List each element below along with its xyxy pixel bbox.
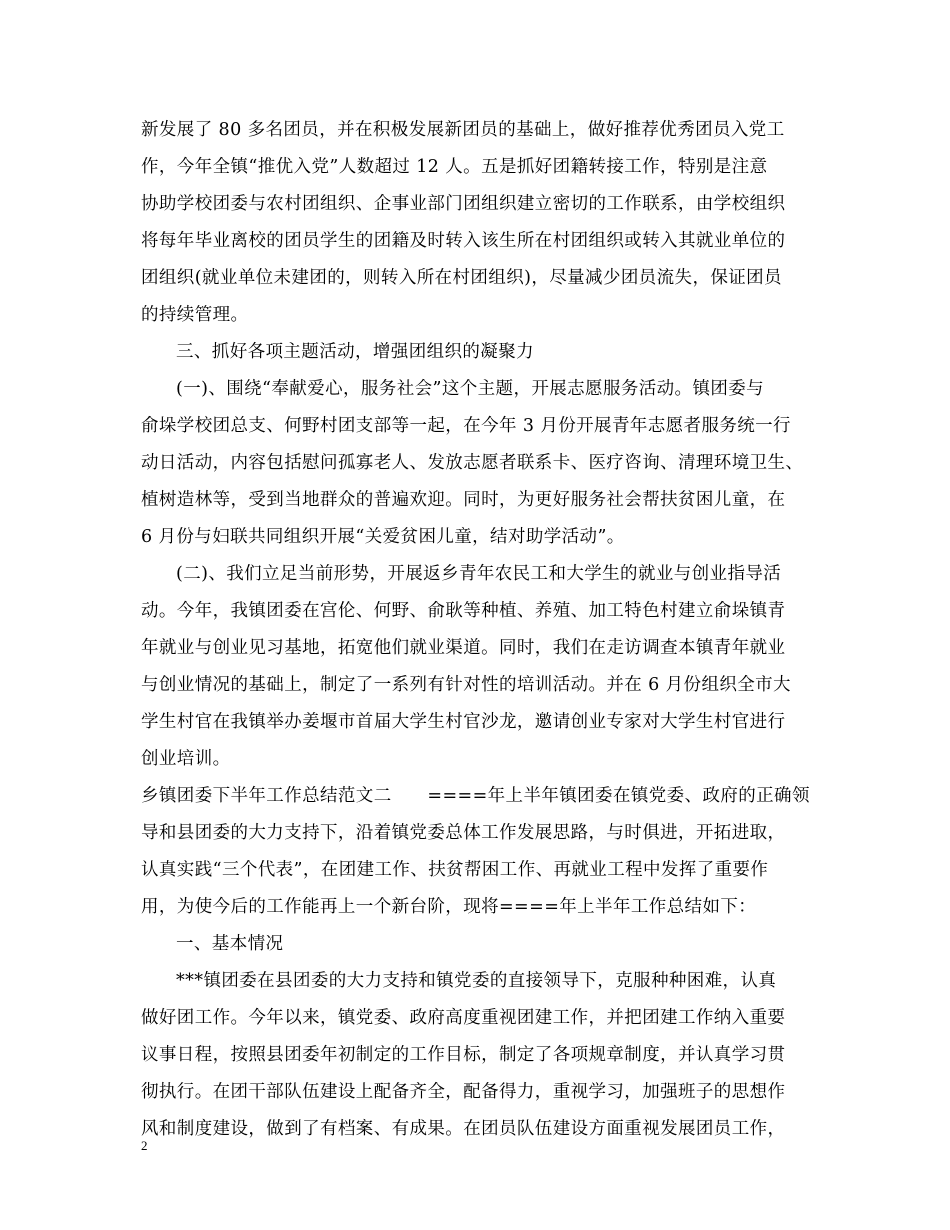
text-line: 做好团工作。今年以来，镇党委、政府高度重视团建工作，并把团建工作纳入重要 [141, 1008, 786, 1028]
text-line: ***镇团委在县团委的大力支持和镇党委的直接领导下，克服种种困难，认真 [176, 971, 777, 991]
text-line: (二)、我们立足当前形势，开展返乡青年农民工和大学生的就业与创业指导活 [176, 564, 782, 584]
text-line: 植树造林等，受到当地群众的普遍欢迎。同时，为更好服务社会帮扶贫困儿童，在 [141, 490, 786, 510]
text-line: 作，今年全镇“推优入党”人数超过 12 人。五是抓好团籍转接工作，特别是注意 [141, 157, 768, 177]
text-line: 团组织(就业单位未建团的，则转入所在村团组织)，尽量减少团员流失，保证团员 [141, 268, 782, 288]
text-line: (一)、围绕“奉献爱心，服务社会”这个主题，开展志愿服务活动。镇团委与 [176, 379, 765, 399]
text-line: 将每年毕业离校的团员学生的团籍及时转入该生所在村团组织或转入其就业单位的 [141, 231, 786, 251]
page-number: 2 [141, 1138, 148, 1153]
text-line: 俞垛学校团总支、何野村团支部等一起，在今年 3 月份开展青年志愿者服务统一行 [141, 416, 791, 436]
text-line: 认真实践“三个代表”，在团建工作、扶贫帮困工作、再就业工程中发挥了重要作 [141, 860, 769, 880]
text-line: 用，为使今后的工作能再上一个新台阶，现将====年上半年工作总结如下： [141, 897, 757, 917]
text-line: 的持续管理。 [141, 305, 249, 325]
text-line: 风和制度建设，做到了有档案、有成果。在团员队伍建设方面重视发展团员工作， [141, 1119, 786, 1139]
text-line: 乡镇团委下半年工作总结范文二 ====年上半年镇团委在镇党委、政府的正确领 [141, 786, 810, 806]
text-line: 动日活动，内容包括慰问孤寡老人、发放志愿者联系卡、医疗咨询、清理环境卫生、 [141, 453, 804, 473]
section-heading: 三、抓好各项主题活动，增强团组织的凝聚力 [176, 342, 534, 362]
text-line: 动。今年，我镇团委在宫伦、何野、俞耿等种植、养殖、加工特色村建立俞垛镇青 [141, 601, 786, 621]
text-line: 学生村官在我镇举办姜堰市首届大学生村官沙龙，邀请创业专家对大学生村官进行 [141, 712, 786, 732]
section-heading: 一、基本情况 [176, 934, 284, 954]
text-line: 彻执行。在团干部队伍建设上配备齐全，配备得力，重视学习，加强班子的思想作 [141, 1082, 786, 1102]
text-line: 年就业与创业见习基地，拓宽他们就业渠道。同时，我们在走访调查本镇青年就业 [141, 638, 786, 658]
text-line: 新发展了 80 多名团员，并在积极发展新团员的基础上，做好推荐优秀团员入党工 [141, 120, 785, 140]
text-line: 议事日程，按照县团委年初制定的工作目标，制定了各项规章制度，并认真学习贯 [141, 1045, 786, 1065]
text-line: 6 月份与妇联共同组织开展“关爱贫困儿童，结对助学活动”。 [141, 527, 625, 547]
text-line: 协助学校团委与农村团组织、企事业部门团组织建立密切的工作联系，由学校组织 [141, 194, 786, 214]
text-line: 与创业情况的基础上，制定了一系列有针对性的培训活动。并在 6 月份组织全市大 [141, 675, 791, 695]
text-line: 导和县团委的大力支持下，沿着镇党委总体工作发展思路，与时俱进，开拓进取， [141, 823, 786, 843]
text-line: 创业培训。 [141, 749, 231, 769]
